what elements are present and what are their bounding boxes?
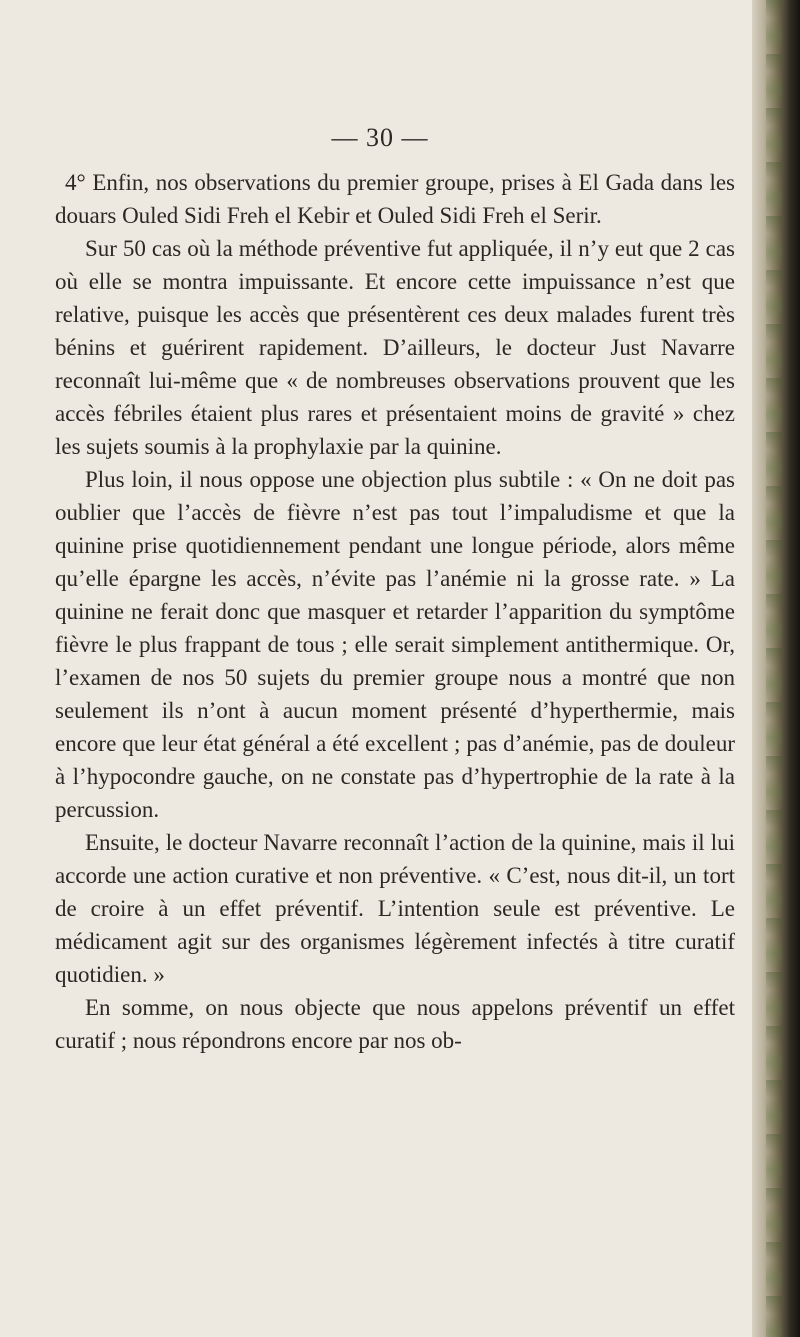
paragraph: Ensuite, le docteur Navarre reconnaît l’action de la quinine, mais il lui accorde une action curative et non préventive. « C’est, nous dit-il, un tort de croire à un effet préventif. L’intention seule est préventive. Le médicament agit sur des organismes légèrement infectés à titre curatif quotidien. » (55, 830, 735, 987)
book-spine-edge (752, 0, 800, 1337)
paragraph: 4° Enfin, nos observations du premier groupe, prises à El Gada dans les douars Ouled Sidi Freh el Kebir et Ouled Sidi Freh el Serir. (55, 170, 735, 228)
paragraph: Sur 50 cas où la méthode préventive fut appliquée, il n’y eut que 2 cas où elle se montra impuissante. Et encore cette impuissance n’est que relative, puisque les accès que présentèrent ces deux malades furent très bénins et guérirent rapidement. D’ailleurs, le docteur Just Navarre reconnaît lui-même que « de nombreuses observations prouvent que les accès fébriles étaient plus rares et présentaient moins de gravité » chez les sujets soumis à la prophylaxie par la quinine. (55, 236, 735, 459)
paragraph: En somme, on nous objecte que nous appelons préventif un effet curatif ; nous répondrons encore par nos ob- (55, 995, 735, 1053)
body-text (55, 166, 735, 1057)
paragraph: Plus loin, il nous oppose une objection plus subtile : « On ne doit pas oublier que l’accès de fièvre n’est pas tout l’impaludisme et que la quinine prise quotidiennement pendant une longue période, alors même qu’elle épargne les accès, n’évite pas l’anémie ni la grosse rate. » La quinine ne ferait donc que masquer et retarder l’apparition du symptôme fièvre le plus frappant de tous ; elle serait simplement antithermique. Or, l’examen de nos 50 sujets du premier groupe nous a montré que non seulement ils n’ont à aucun moment présenté d’hyperthermie, mais encore que leur état général a été excellent ; pas d’anémie, pas de douleur à l’hypocondre gauche, on ne constate pas d’hypertrophie de la rate à la percussion. (55, 467, 735, 822)
page-number: — 30 — (331, 123, 429, 152)
